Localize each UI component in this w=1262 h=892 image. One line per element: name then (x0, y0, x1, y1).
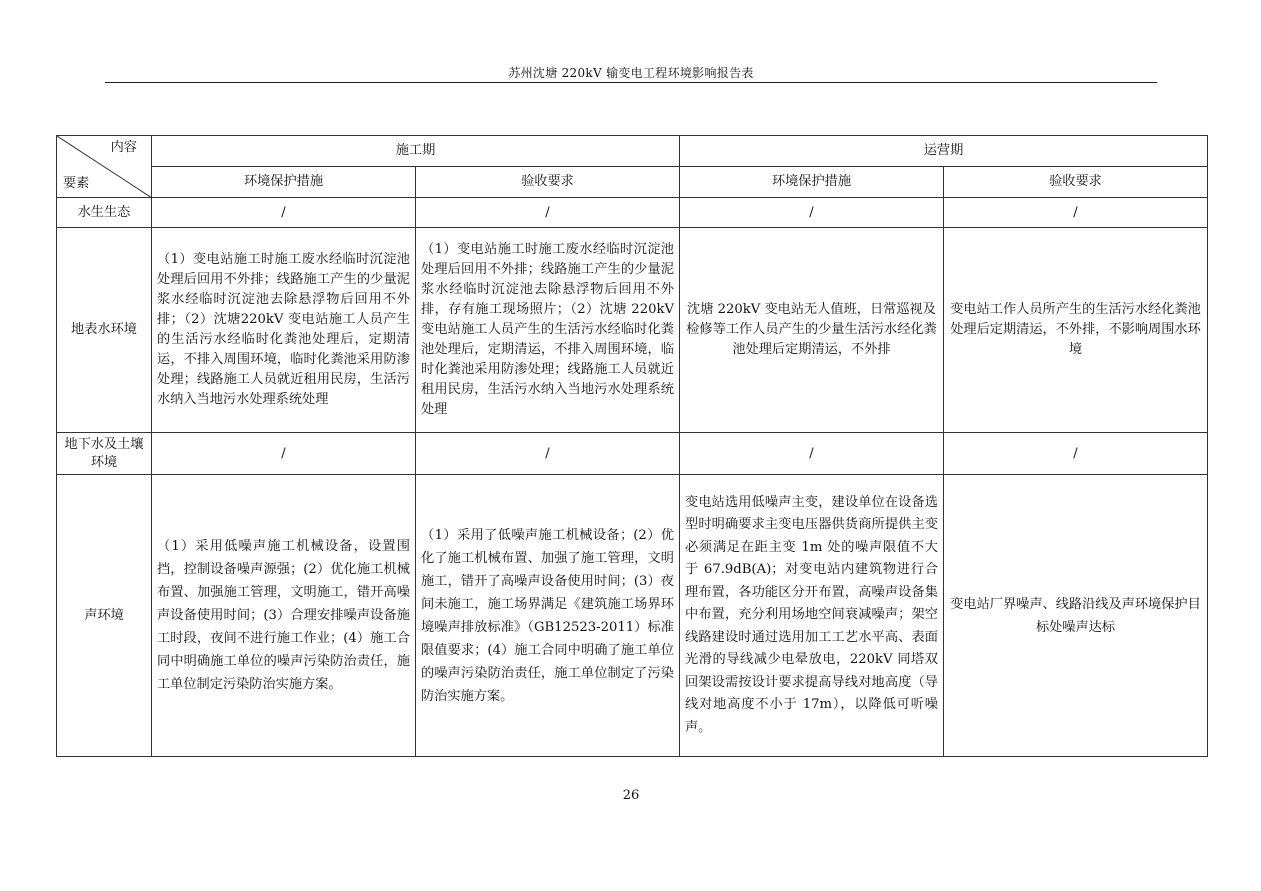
header-operation-phase: 运营期 (680, 136, 1208, 167)
table-header-row-phase (57, 136, 1208, 167)
header-construction-phase: 施工期 (152, 136, 680, 167)
corner-label-content: 内容 (110, 140, 137, 155)
table-cell: 变电站厂界噪声、线路沿线及声环境保护目标处噪声达标 (944, 475, 1208, 757)
page-number: 26 (622, 788, 640, 803)
table-cell: / (416, 198, 680, 228)
subheader-construction-measures: 环境保护措施 (152, 167, 416, 198)
table-corner-cell (57, 136, 152, 198)
environmental-measures-table (56, 135, 1208, 757)
table-row (57, 198, 1208, 228)
table-cell: / (152, 198, 416, 228)
report-header-title: 苏州沈塘 220kV 输变电工程环境影响报告表 (508, 66, 754, 80)
table-cell: （1）采用了低噪声施工机械设备；(2）优化了施工机械布置、加强了施工管理，文明施工，错开了高噪声设备使用时间；(3）夜间未施工，施工场界满足《建筑施工场界环境噪声排放标准》（GB12523-2011）标准限值要求；(4）施工合同中明确了施工单位的噪声污染防治责任，施工单位制定了污染防治实施方案。 (416, 475, 680, 757)
subheader-operation-acceptance: 验收要求 (944, 167, 1208, 198)
table-cell: / (416, 433, 680, 475)
table-row (57, 228, 1208, 433)
corner-label-element: 要素 (63, 176, 90, 191)
table-cell: （1）采用低噪声施工机械设备，设置围挡，控制设备噪声源强；(2）优化施工机械布置、加强施工管理，文明施工，错开高噪声设备使用时间；(3）合理安排噪声设备施工时段，夜间不进行施工作业；(4）施工合同中明确施工单位的噪声污染防治责任，施工单位制定污染防治实施方案。 (152, 475, 416, 757)
table-cell: / (152, 433, 416, 475)
subheader-construction-acceptance: 验收要求 (416, 167, 680, 198)
table-row (57, 475, 1208, 757)
table-cell: / (680, 433, 944, 475)
row-label-aquatic-ecology: 水生生态 (57, 198, 152, 228)
row-label-groundwater-soil: 地下水及土壤环境 (57, 433, 152, 475)
header-divider (105, 82, 1157, 83)
table-cell: 变电站选用低噪声主变，建设单位在设备选型时明确要求主变电压器供货商所提供主变必须满足在距主变 1m 处的噪声限值不大于 67.9dB(A)；对变电站内建筑物进行合理布置，各功能区分开布置，高噪声设备集中布置，充分利用场地空间衰减噪声；架空线路建设时通过选用加工工艺水平高、表面光滑的导线减少电晕放电，220kV 同塔双回架设需按设计要求提高导线对地高度（导线对地高度不小于 17m），以降低可听噪声。 (680, 475, 944, 757)
table-cell: 变电站工作人员所产生的生活污水经化粪池处理后定期清运，不外排，不影响周围水环境 (944, 228, 1208, 433)
table-cell: （1）变电站施工时施工废水经临时沉淀池处理后回用不外排；线路施工产生的少量泥浆水经临时沉淀池去除悬浮物后回用不外排；（2）沈塘220kV 变电站施工人员产生的生活污水经临时化粪池处理后，定期清运，不排入周围环境，临时化粪池采用防渗处理；线路施工人员就近租用民房，生活污水纳入当地污水处理系统处理 (152, 228, 416, 433)
row-label-surface-water: 地表水环境 (57, 228, 152, 433)
table-header-row-sub (57, 167, 1208, 198)
table-cell: / (944, 433, 1208, 475)
subheader-operation-measures: 环境保护措施 (680, 167, 944, 198)
table-cell: / (680, 198, 944, 228)
table-cell: （1）变电站施工时施工废水经临时沉淀池处理后回用不外排；线路施工产生的少量泥浆水经临时沉淀池去除悬浮物后回用不外排，存有施工现场照片；（2）沈塘 220kV 变电站施工人员产生的生活污水经临时化粪池处理后，定期清运，不排入周围环境，临时化粪池采用防渗处理；线路施工人员就近租用民房，生活污水纳入当地污水处理系统处理 (416, 228, 680, 433)
row-label-acoustic: 声环境 (57, 475, 152, 757)
table-row (57, 433, 1208, 475)
table-cell: 沈塘 220kV 变电站无人值班，日常巡视及检修等工作人员产生的少量生活污水经化粪池处理后定期清运，不外排 (680, 228, 944, 433)
table-cell: / (944, 198, 1208, 228)
